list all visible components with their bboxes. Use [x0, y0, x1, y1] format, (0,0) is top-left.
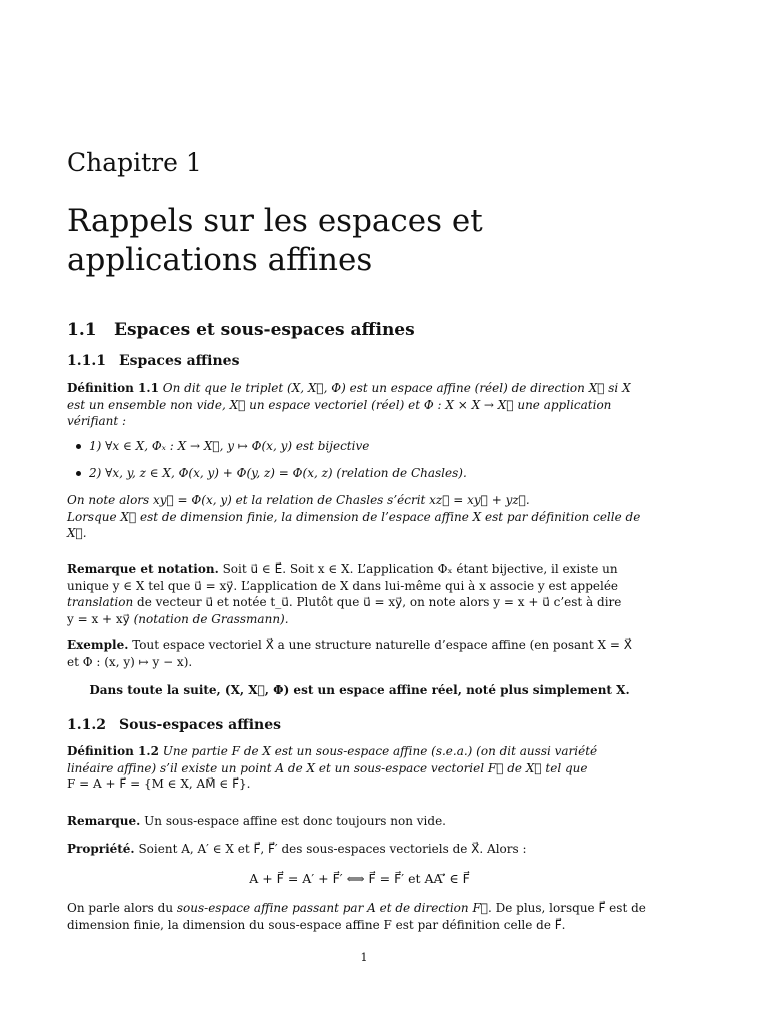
bullet-icon: [76, 444, 81, 449]
definition-block: [67, 380, 652, 430]
subsection-title: Espaces affines: [119, 353, 240, 369]
bullet-icon: [76, 471, 81, 476]
section-title: Espaces et sous-espaces affines: [114, 320, 415, 340]
note-text: Lorsque X⃗ est de dimension finie, la dimension de l’espace affine X est par définition celle de: [67, 509, 641, 524]
property-label: Propriété.: [67, 842, 135, 856]
section-number: 1.1: [67, 320, 97, 340]
subsection-title: Sous-espaces affines: [119, 717, 282, 733]
definition-label: Définition 1.2: [67, 744, 159, 758]
property-block: Propriété. Soient A, A′ ∈ X et F⃗, F⃗′ des sous-espaces vectoriels de X⃗. Alors :: [67, 842, 527, 856]
list-item: 2) ∀x, y, z ∈ X, Φ(x, y) + Φ(y, z) = Φ(x, z) (relation de Chasles).: [89, 465, 649, 481]
subsection-number: 1.1.2: [67, 717, 106, 733]
example-label: Exemple.: [67, 638, 129, 652]
section-heading: [67, 320, 652, 340]
list-item: 1) ∀x ∈ X, Φₓ : X → X⃗, y ↦ Φ(x, y) est bijective: [89, 438, 649, 454]
chapter-label: Chapitre 1: [67, 148, 202, 177]
remark-block: Remarque. Un sous-espace affine est donc toujours non vide.: [67, 814, 446, 828]
chapter-title-line: applications affines: [67, 242, 373, 278]
subsection-number: 1.1.1: [67, 353, 106, 369]
definition-text: On dit que le triplet (X, X⃗, Φ) est un espace affine (réel) de direction X⃗ si X: [162, 381, 631, 395]
remark-label: Remarque et notation.: [67, 562, 219, 576]
note-text: On note alors xy⃗ = Φ(x, y) et la relation de Chasles s’écrit xz⃗ = xy⃗ + yz⃗.: [67, 493, 530, 507]
definition-label: Définition 1.1: [67, 381, 159, 395]
subsection-heading: [67, 717, 652, 733]
remark-label: Remarque.: [67, 814, 141, 828]
remark-block: Remarque et notation. Soit u⃗ ∈ E⃗. Soit x ∈ X. L’application Φₓ étant bijective, il existe un unique y ∈ X tel que u⃗ = xy⃗. L’application de X dans lui-même qui à x associe y est appelée translation de vecteur u⃗ et notée t_u⃗. Plutôt que u⃗ = xy⃗, on note alors y = x + u⃗ c’est à dire y = x + xy⃗ (notation de Grassmann).: [67, 562, 622, 626]
definition-text: vérifiant :: [67, 414, 127, 428]
definition-block: Définition 1.2 Une partie F de X est un sous-espace affine (s.e.a.) (on dit aussi variété linéaire affine) s’il existe un point A de X et un sous-espace vectoriel F⃗ de X⃗ tel que F = A + F⃗ = {M ∈ X, AM⃗ ∈ F⃗}.: [67, 744, 598, 791]
chapter-title-line: Rappels sur les espaces et: [67, 203, 483, 239]
definition-text: est un ensemble non vide, X⃗ un espace vectoriel (réel) et Φ : X × X → X⃗ une application: [67, 397, 612, 412]
note-text: X⃗.: [67, 526, 87, 540]
definition-conditions-list: [67, 438, 652, 488]
chapter-title: [67, 202, 652, 280]
subsection-heading: [67, 353, 652, 369]
closing-paragraph: On parle alors du sous-espace affine passant par A et de direction F⃗. De plus, lorsque F⃗ est de dimension finie, la dimension du sous-espace affine F est par définition celle de F⃗.: [67, 901, 646, 932]
property-formula: A + F⃗ = A′ + F⃗′ ⟺ F⃗ = F⃗′ et AA′⃗ ∈ F⃗: [249, 871, 470, 886]
convention-statement: Dans toute la suite, (X, X⃗, Φ) est un espace affine réel, noté plus simplement X.: [89, 683, 630, 697]
page-number: 1: [360, 951, 368, 964]
example-block: Exemple. Tout espace vectoriel X⃗ a une structure naturelle d’espace affine (en posant X = X⃗ et Φ : (x, y) ↦ y − x).: [67, 638, 632, 669]
definition-notes: [67, 492, 652, 542]
